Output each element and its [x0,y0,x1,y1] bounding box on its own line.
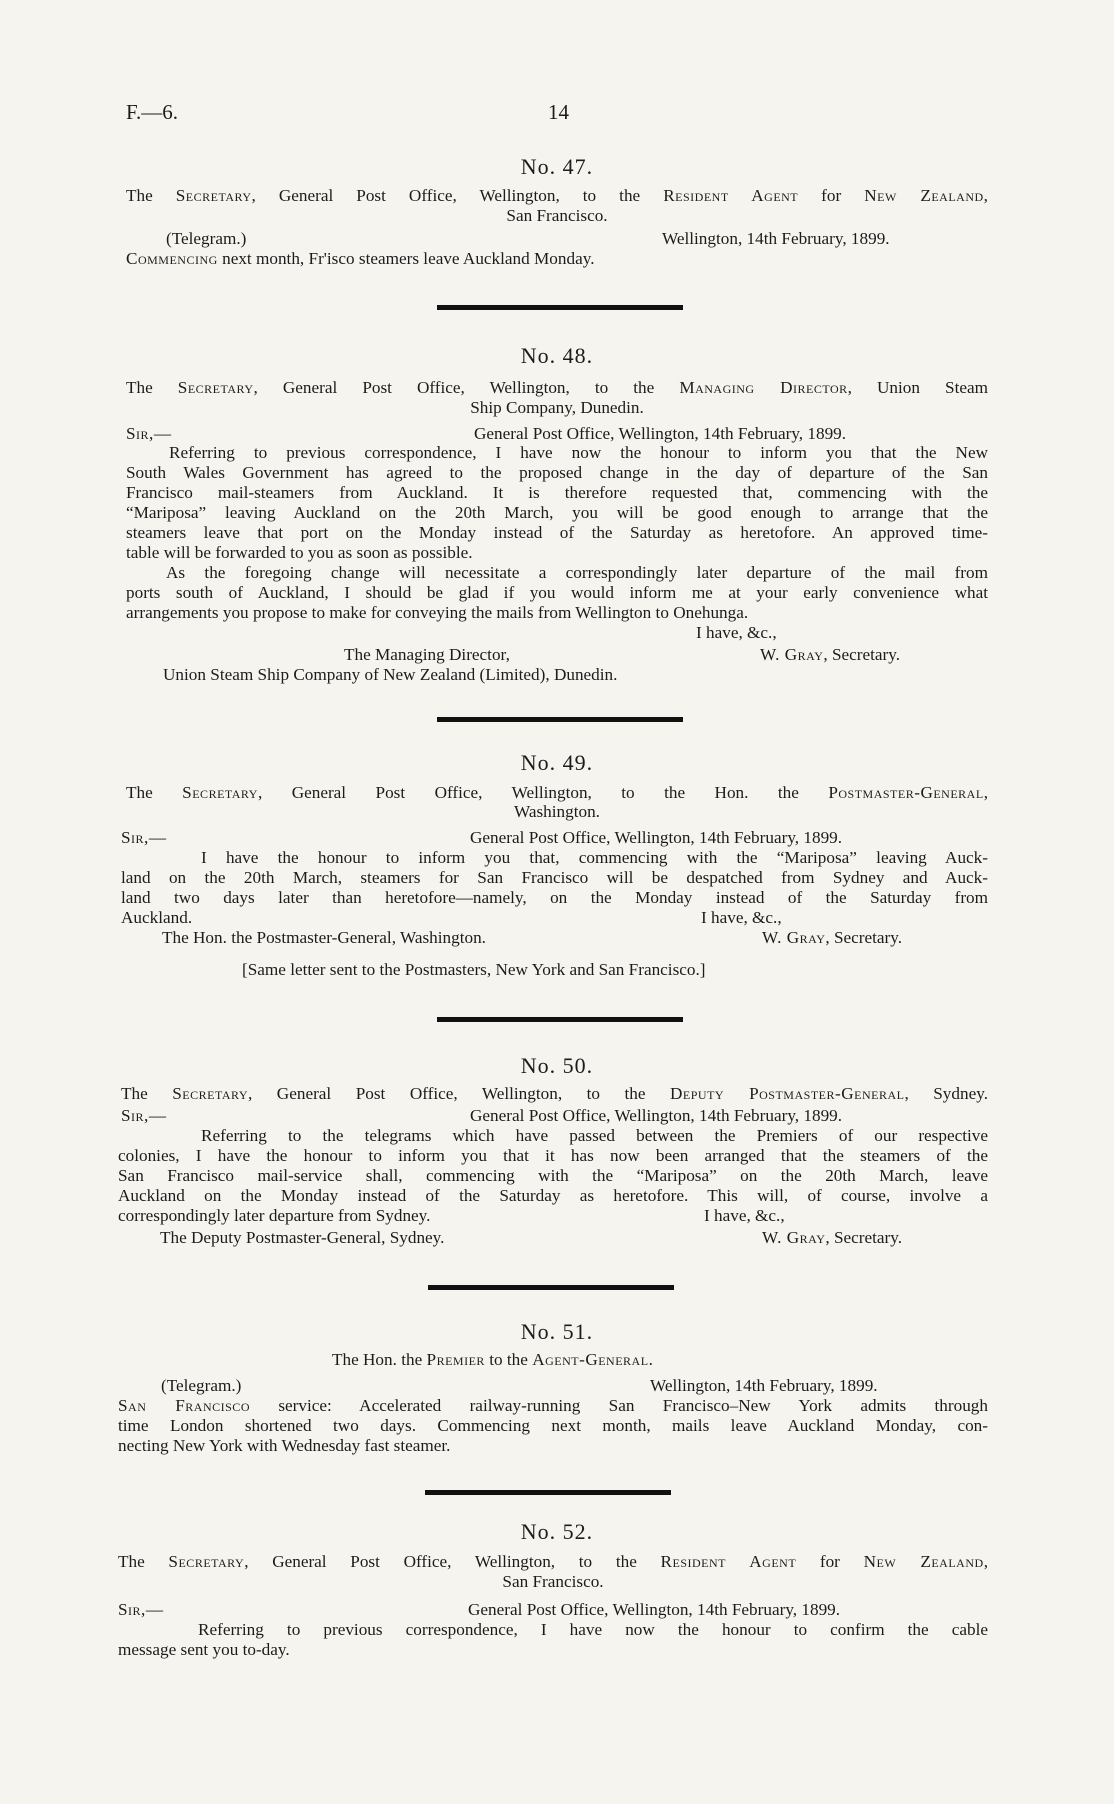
paragraph-line: correspondingly later departure from Sydney. [118,1206,431,1225]
closing: I have, &c., [696,623,777,642]
document-heading: The Secretary, General Post Office, Wellington, to the Resident Agent for New Zealand, [118,1552,988,1571]
telegram-label: (Telegram.) [166,229,247,248]
section-divider [425,1490,671,1495]
paragraph-line: land two days later than heretofore—namely, on the Monday instead of the Saturday from [121,888,988,907]
salutation: Sir,— [121,828,167,847]
document-heading-line2: Washington. [514,802,600,821]
recipient: The Managing Director, [344,645,510,664]
paragraph-line: As the foregoing change will necessitate a correspondingly later departure of the mail from [166,563,988,582]
dateline: General Post Office, Wellington, 14th February, 1899. [470,1106,843,1125]
document-number: No. 52. [520,1519,594,1544]
paragraph-line: table will be forwarded to you as soon as possible. [126,543,473,562]
paragraph-line: San Francisco mail-service shall, commencing with the “Mariposa” on the 20th March, leave [118,1166,988,1185]
paragraph-line: steamers leave that port on the Monday instead of the Saturday as heretofore. An approved time- [126,523,988,542]
paragraph-line: I have the honour to inform you that, commencing with the “Mariposa” leaving Auck- [201,848,988,867]
paragraph-line: Auckland. [121,908,193,927]
telegram-body-line: San Francisco service: Accelerated railway-running San Francisco–New York admits through [118,1396,988,1415]
document-number: No. 50. [520,1053,594,1078]
section-divider [428,1285,674,1290]
document-heading: The Hon. the Premier to the Agent-General. [332,1350,653,1369]
salutation: Sir,— [118,1600,164,1619]
salutation: Sir,— [121,1106,167,1125]
paragraph-line: “Mariposa” leaving Auckland on the 20th March, you will be good enough to arrange that the [126,503,988,522]
section-divider [437,717,683,722]
page-number: 14 [548,100,569,124]
paragraph-line: Referring to the telegrams which have passed between the Premiers of our respective [201,1126,988,1145]
paragraph-line: Auckland on the Monday instead of the Saturday as heretofore. This will, of course, involve a [118,1186,988,1205]
page-reference: F.—6. [126,100,178,124]
document-number: No. 48. [520,343,594,368]
dateline: General Post Office, Wellington, 14th February, 1899. [470,828,843,847]
document-heading-line2: Ship Company, Dunedin. [470,398,644,417]
note: [Same letter sent to the Postmasters, New York and San Francisco.] [242,960,706,979]
dateline: General Post Office, Wellington, 14th February, 1899. [474,424,847,443]
document-heading: The Secretary, General Post Office, Wellington, to the Hon. the Postmaster-General, [126,783,988,802]
telegram-body: Commencing next month, Fr'isco steamers leave Auckland Monday. [126,249,595,268]
document-heading: The Secretary, General Post Office, Wellington, to the Resident Agent for New Zealand, [126,186,988,205]
paragraph-line: Referring to previous correspondence, I have now the honour to confirm the cable [198,1620,988,1639]
dateline: Wellington, 14th February, 1899. [650,1376,878,1395]
paragraph-line: Referring to previous correspondence, I have now the honour to inform you that the New [169,443,988,462]
recipient-line2: Union Steam Ship Company of New Zealand (Limited), Dunedin. [163,665,618,684]
paragraph-line: colonies, I have the honour to inform you that it has now been arranged that the steamers of the [118,1146,988,1165]
section-divider [437,1017,683,1022]
document-heading-line2: San Francisco. [506,206,608,225]
closing: I have, &c., [701,908,782,927]
closing: I have, &c., [704,1206,785,1225]
dateline: Wellington, 14th February, 1899. [662,229,890,248]
document-heading-line2: San Francisco. [502,1572,604,1591]
paragraph-line: arrangements you propose to make for conveying the mails from Wellington to Onehunga. [126,603,749,622]
paragraph-line: message sent you to-day. [118,1640,290,1659]
recipient: The Deputy Postmaster-General, Sydney. [160,1228,445,1247]
signature: W. Gray, Secretary. [762,928,903,947]
paragraph-line: ports south of Auckland, I should be glad if you would inform me at your early convenience what [126,583,988,602]
recipient: The Hon. the Postmaster-General, Washington. [162,928,486,947]
dateline: General Post Office, Wellington, 14th February, 1899. [468,1600,841,1619]
document-heading: The Secretary, General Post Office, Wellington, to the Managing Director, Union Steam [126,378,988,397]
document-number: No. 47. [520,154,594,179]
telegram-label: (Telegram.) [161,1376,242,1395]
salutation: Sir,— [126,424,172,443]
paragraph-line: Francisco mail-steamers from Auckland. It is therefore requested that, commencing with the [126,483,988,502]
telegram-body-line: necting New York with Wednesday fast steamer. [118,1436,451,1455]
paragraph-line: land on the 20th March, steamers for San Francisco will be despatched from Sydney and Auck- [121,868,988,887]
section-divider [437,305,683,310]
telegram-body-line: time London shortened two days. Commencing next month, mails leave Auckland Monday, con- [118,1416,988,1435]
signature: W. Gray, Secretary. [762,1228,903,1247]
paragraph-line: South Wales Government has agreed to the proposed change in the day of departure of the San [126,463,988,482]
document-number: No. 49. [520,750,594,775]
document-number: No. 51. [520,1319,594,1344]
document-heading: The Secretary, General Post Office, Wellington, to the Deputy Postmaster-General, Sydney. [121,1084,988,1103]
signature: W. Gray, Secretary. [760,645,901,664]
